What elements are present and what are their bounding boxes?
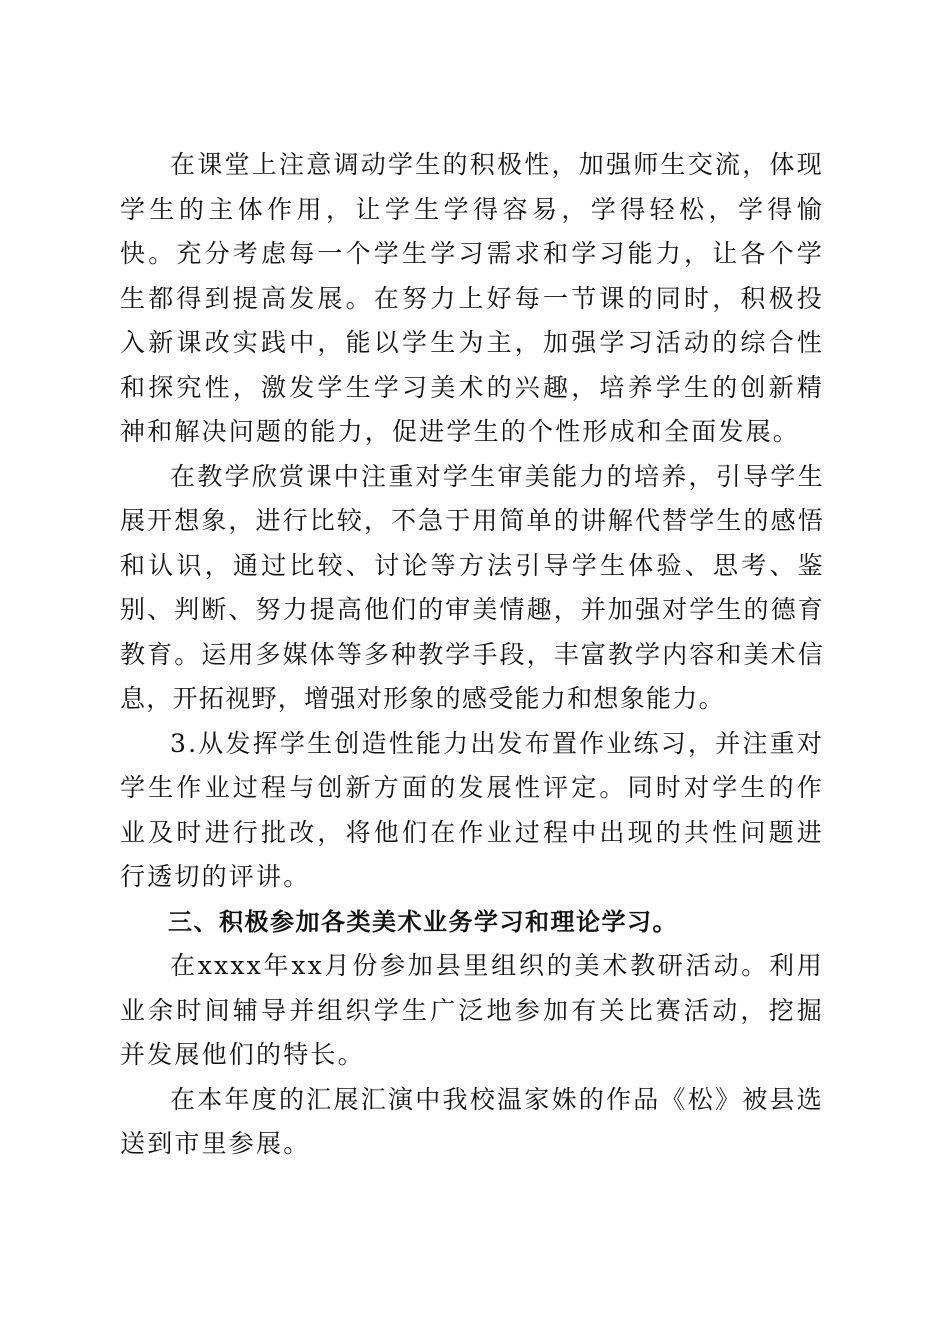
paragraph-classroom: 在课堂上注意调动学生的积极性，加强师生交流，体现学生的主体作用，让学生学得容易，学得轻松，学得愉快。充分考虑每一个学生学习需求和学习能力，让各个学生都得到提高发展。在努力上好每一节课的同时，积极投入新课改实践中，能以学生为主，加强学习活动的综合性和探究性，激发学生学习美术的兴趣，培养学生的创新精神和解决问题的能力，促进学生的个性形成和全面发展。: [120, 150, 824, 446]
document-page: [120, 143, 824, 1167]
paragraph-appreciation: 在教学欣赏课中注重对学生审美能力的培养，引导学生展开想象，进行比较，不急于用简单的讲解代替学生的感悟和认识，通过比较、讨论等方法引导学生体验、思考、鉴别、判断、努力提高他们的审美情趣，并加强对学生的德育教育。运用多媒体等多种教学手段，丰富教学内容和美术信息，开拓视野，增强对形象的感受能力和想象能力。: [120, 461, 824, 713]
paragraph-homework: 3.从发挥学生创造性能力出发布置作业练习，并注重对学生作业过程与创新方面的发展性评定。同时对学生的作业及时进行批改，将他们在作业过程中出现的共性问题进行透切的评讲。: [120, 728, 824, 891]
paragraph-research-activity: 在xxxx年xx月份参加县里组织的美术教研活动。利用业余时间辅导并组织学生广泛地参加有关比赛活动，挖掘并发展他们的特长。: [120, 951, 824, 1069]
paragraph-exhibition: 在本年度的汇展汇演中我校温家姝的作品《松》被县选送到市里参展。: [120, 1084, 824, 1158]
section-heading: 三、积极参加各类美术业务学习和理论学习。: [168, 907, 678, 936]
